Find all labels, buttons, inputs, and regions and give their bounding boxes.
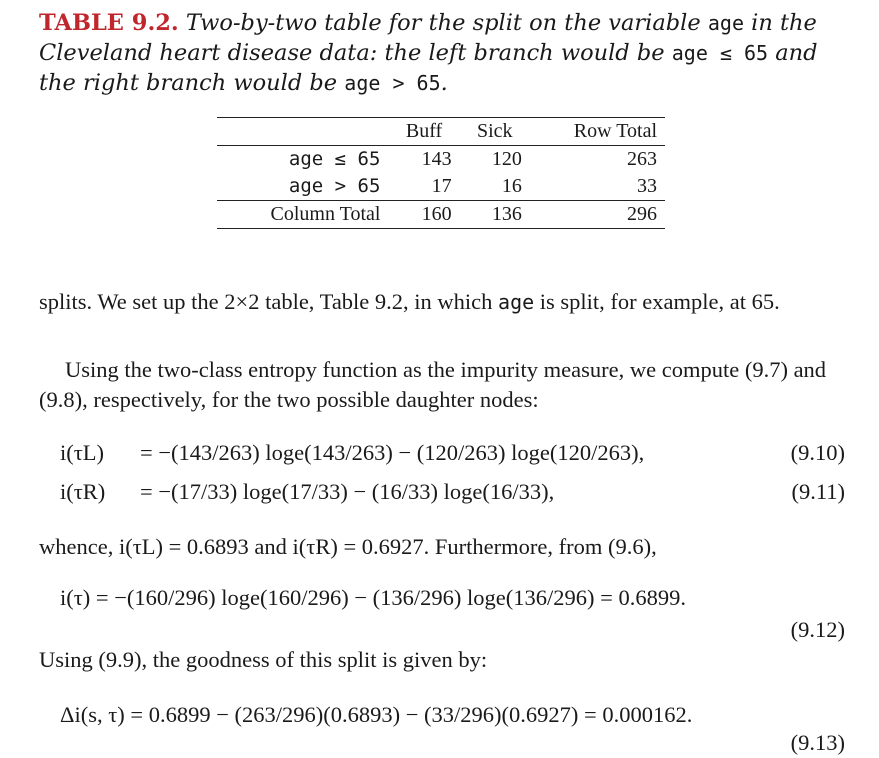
table-cell: 16	[501, 175, 522, 197]
header-cell: Buff	[405, 120, 443, 142]
table-total-row	[217, 201, 665, 229]
row-label: age ≤ 65	[288, 148, 381, 170]
row-label: Column Total	[270, 203, 381, 225]
equation-9-11-lhs: i(τR)	[60, 479, 106, 504]
header-cell	[217, 118, 388, 146]
equation-number: (9.13)	[790, 730, 845, 755]
table-cell: 136	[491, 203, 522, 225]
table-caption	[39, 8, 851, 98]
paragraph-whence: whence, i(τL) = 0.6893 and i(τR) = 0.6927. Furthermore, from (9.6),	[39, 534, 657, 559]
equation-9-12: i(τ) = −(160/296) loge(160/296) − (136/296) loge(136/296) = 0.6899.	[60, 585, 686, 610]
caption-left-branch: age ≤ 65	[671, 41, 769, 65]
equation-9-10-rhs: = −(143/263) loge(143/263) − (120/263) loge(120/263),	[140, 440, 645, 465]
caption-text-1: Two-by-two table for the split on the variable	[178, 10, 708, 36]
equation-9-13: Δi(s, τ) = 0.6899 − (263/296)(0.6893) − (33/296)(0.6927) = 0.000162.	[60, 702, 693, 727]
contingency-table	[217, 117, 665, 229]
table-cell: 17	[431, 175, 452, 197]
caption-text-2: in the Cleveland heart disease data: the left branch would be	[39, 10, 817, 66]
table-cell: 33	[637, 175, 657, 197]
table-row	[217, 173, 665, 201]
row-label: age > 65	[288, 175, 381, 197]
para1-variable: age	[498, 290, 535, 314]
header-cell: Sick	[476, 120, 513, 142]
table-header-row	[217, 118, 665, 146]
table-row	[217, 146, 665, 174]
equation-number: (9.11)	[791, 479, 845, 504]
paragraph-goodness: Using (9.9), the goodness of this split is given by:	[39, 647, 488, 672]
equation-9-11-rhs: = −(17/33) loge(17/33) − (16/33) loge(16/33),	[140, 479, 555, 504]
caption-text-4: .	[440, 70, 448, 96]
table-cell: 160	[421, 203, 452, 225]
table-cell: 120	[491, 148, 522, 170]
equation-number: (9.10)	[790, 440, 845, 465]
para1-text-b: is split, for example, at 65.	[534, 289, 780, 314]
table-cell: 263	[627, 148, 657, 170]
table-cell: 296	[627, 203, 657, 225]
caption-right-branch: age > 65	[344, 71, 441, 95]
caption-label: TABLE 9.2.	[39, 10, 179, 36]
equation-number: (9.12)	[790, 617, 845, 642]
paragraph-splits	[39, 287, 851, 317]
equation-9-10-lhs: i(τL)	[60, 440, 105, 465]
paragraph-entropy: Using the two-class entropy function as the impurity measure, we compute (9.7) and (9.8), respectively, for the two possible daughter nodes:	[39, 357, 827, 412]
table-cell: 143	[421, 148, 452, 170]
caption-variable: age	[707, 11, 744, 35]
caption-text-3: and the right branch would be	[39, 40, 818, 96]
header-cell: Row Total	[573, 120, 657, 142]
para1-text-a: splits. We set up the 2×2 table, Table 9.2, in which	[39, 289, 499, 314]
